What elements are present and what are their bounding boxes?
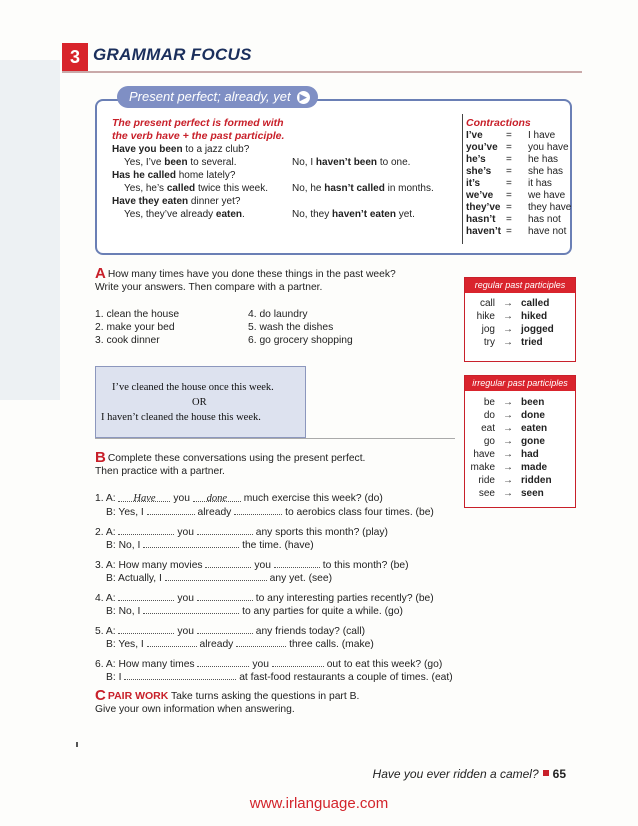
exercise-a-instruction-2: Write your answers. Then compare with a partner. (95, 282, 323, 293)
participle-row: go → gone (483, 436, 545, 447)
participle-row: ride → ridden (478, 475, 552, 486)
participle-row: jog → jogged (481, 324, 554, 335)
participle-row: eat → eaten (481, 423, 548, 434)
answer-blank[interactable] (272, 657, 324, 667)
grammar-question: Has he called home lately? (112, 170, 236, 181)
conversation-line: B: Yes, I already three calls. (make) (106, 639, 374, 650)
answer-blank[interactable] (165, 571, 267, 581)
conversation-line: B: I at fast-food restaurants a couple of times. (eat) (106, 672, 453, 683)
footer-square-icon (543, 770, 549, 776)
contraction-row: it’s = it has (466, 178, 552, 189)
grammar-answer-no: No, I haven’t been to one. (292, 157, 411, 168)
sample-answer: I’ve cleaned the house once this week. (112, 382, 274, 393)
contraction-row: hasn’t = has not (466, 214, 561, 225)
section-rule (62, 71, 582, 73)
answer-blank[interactable] (118, 525, 174, 535)
contractions-title: Contractions (466, 117, 531, 129)
answer-blank[interactable] (236, 637, 286, 647)
contraction-row: haven’t = have not (466, 226, 567, 237)
answer-blank[interactable] (143, 604, 239, 614)
exercise-a-item: 1. clean the house (95, 309, 180, 320)
contraction-row: he’s = he has (466, 154, 559, 165)
section-title: GRAMMAR FOCUS (93, 45, 252, 64)
example-answer: done (193, 492, 241, 502)
answer-blank[interactable] (205, 558, 251, 568)
section-number: 3 (62, 43, 88, 71)
answer-blank[interactable] (118, 591, 174, 601)
participle-row: call → called (479, 298, 550, 309)
pair-work-label: PAIR WORK (107, 690, 169, 702)
irregular-participles-title: irregular past participles (465, 376, 575, 391)
answer-blank[interactable] (147, 505, 195, 515)
exercise-a-item: 4. do laundry (248, 309, 308, 320)
sample-answer: I haven’t cleaned the house this week. (101, 412, 261, 423)
sample-or: OR (192, 397, 207, 408)
exercise-a-item: 6. go grocery shopping (248, 335, 353, 346)
participle-row: try → tried (483, 337, 543, 348)
grammar-intro-line: the verb have + the past participle. (112, 130, 285, 142)
participle-row: hike → hiked (476, 311, 548, 322)
answer-blank[interactable] (143, 538, 239, 548)
exercise-a-item: 5. wash the dishes (248, 322, 334, 333)
margin-mark (76, 742, 78, 747)
participle-row: be → been (483, 397, 545, 408)
exercise-c-instruction-2: Give your own information when answering. (95, 704, 295, 715)
contraction-row: she’s = she has (466, 166, 564, 177)
conversation-line: 3. A: How many movies you to this month? (be) (95, 560, 409, 571)
contraction-row: you’ve = you have (466, 142, 569, 153)
answer-blank[interactable] (147, 637, 197, 647)
grammar-intro-line: The present perfect is formed with (112, 117, 284, 129)
conversation-line: 5. A: you any friends today? (call) (95, 626, 366, 637)
regular-participles-title: regular past participles (465, 278, 575, 293)
page-footer: Have you ever ridden a camel? 65 (372, 767, 566, 781)
exercise-b-instruction: B Complete these conversations using the present perfect. (95, 449, 366, 466)
grammar-question: Have you been to a jazz club? (112, 144, 250, 155)
grammar-answer-no: No, they haven’t eaten yet. (292, 209, 415, 220)
conversation-line: 1. A: Have you done much exercise this week? (do) (95, 493, 383, 504)
grammar-answer-yes: Yes, I’ve been to several. (124, 157, 237, 168)
conversation-line: B: No, I to any parties for quite a while. (go) (106, 606, 403, 617)
participle-row: do → done (483, 410, 545, 421)
answer-blank[interactable] (197, 525, 253, 535)
answer-blank[interactable] (197, 591, 253, 601)
contractions-divider (462, 114, 463, 244)
exercise-a-instruction: A How many times have you done these things in the past week? (95, 265, 396, 282)
grammar-title-text: Present perfect; already, yet (129, 89, 291, 104)
contraction-row: they’ve = they have (466, 202, 572, 213)
contraction-row: we’ve = we have (466, 190, 566, 201)
grammar-answer-yes: Yes, he’s called twice this week. (124, 183, 268, 194)
conversation-line: B: No, I the time. (have) (106, 540, 314, 551)
page-number: 65 (552, 767, 566, 781)
participle-row: see → seen (478, 488, 544, 499)
participle-row: have → had (473, 449, 539, 460)
grammar-question: Have they eaten dinner yet? (112, 196, 241, 207)
exercise-a-item: 3. cook dinner (95, 335, 160, 346)
conversation-line: 2. A: you any sports this month? (play) (95, 527, 388, 538)
divider (95, 438, 455, 439)
audio-icon[interactable]: ▶ (297, 91, 310, 104)
grammar-answer-yes: Yes, they’ve already eaten. (124, 209, 245, 220)
grammar-box-title (117, 86, 318, 108)
grammar-intro (112, 117, 284, 143)
conversation-line: 4. A: you to any interesting parties recently? (be) (95, 593, 434, 604)
conversation-line: B: Yes, I already to aerobics class four times. (be) (106, 507, 434, 518)
bleed-through-image (0, 60, 60, 400)
watermark-url[interactable]: www.irlanguage.com (249, 795, 389, 812)
answer-blank[interactable] (124, 670, 236, 680)
contraction-row: I’ve = I have (466, 130, 556, 141)
exercise-a-item: 2. make your bed (95, 322, 175, 333)
conversation-line: B: Actually, I any yet. (see) (106, 573, 333, 584)
exercise-c-instruction: C PAIR WORK Take turns asking the questions in part B. (95, 687, 360, 704)
answer-blank[interactable] (197, 657, 249, 667)
answer-blank[interactable] (197, 624, 253, 634)
example-answer: Have (118, 492, 170, 502)
exercise-b-instruction-2: Then practice with a partner. (95, 466, 225, 477)
answer-blank[interactable] (274, 558, 320, 568)
conversation-line: 6. A: How many times you out to eat this week? (go) (95, 659, 443, 670)
grammar-answer-no: No, he hasn’t called in months. (292, 183, 434, 194)
participle-row: make → made (470, 462, 548, 473)
answer-blank[interactable] (234, 505, 282, 515)
answer-blank[interactable] (118, 624, 174, 634)
